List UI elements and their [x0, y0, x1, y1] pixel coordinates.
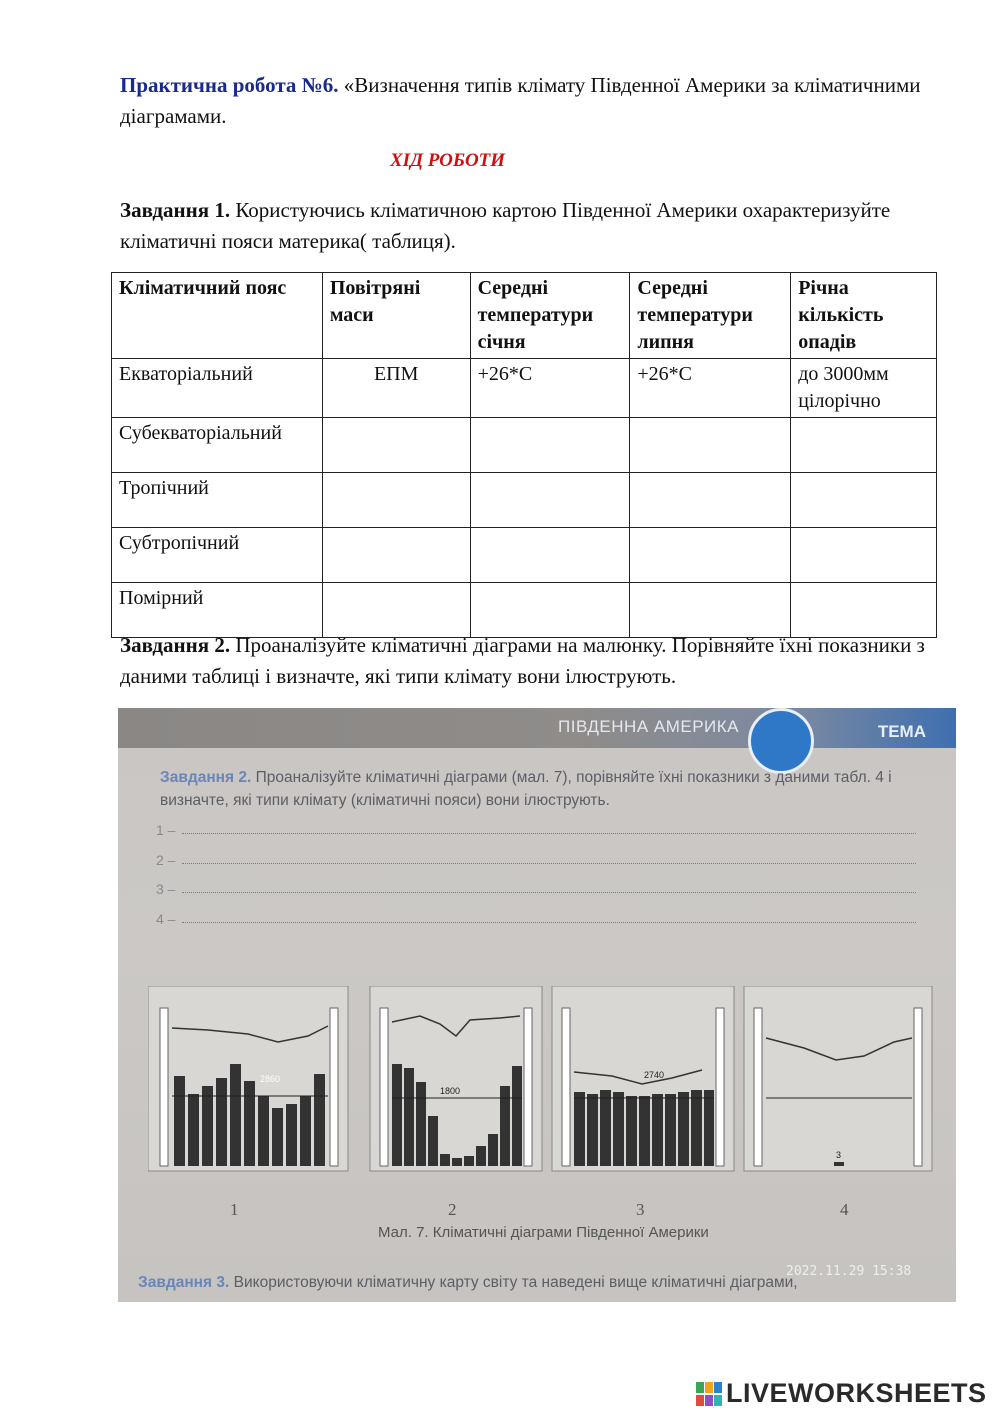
header-belt: Кліматичний пояс: [112, 273, 323, 359]
photo-task3-label: Завдання 3.: [138, 1274, 230, 1291]
intro-text: «Визначення типів клімату Південної Америки за кліматичними діаграмами.: [120, 73, 921, 128]
diagram-value: 2740: [644, 1070, 665, 1080]
answer-cell[interactable]: [322, 418, 470, 473]
answer-line: [156, 822, 916, 838]
globe-icon: [748, 708, 814, 774]
banner-tema: ТЕМА: [877, 722, 926, 741]
answer-cell[interactable]: [791, 528, 937, 583]
climate-table: [111, 272, 937, 638]
figure-caption: Мал. 7. Кліматичні діаграми Південної Америки: [378, 1224, 709, 1241]
task1-paragraph: [120, 195, 940, 257]
climate-diagram-4: [744, 986, 932, 1171]
diagram-number: 3: [636, 1200, 645, 1219]
answer-line: [156, 852, 916, 868]
table-cell: Тропічний: [112, 473, 323, 528]
table-row: [112, 473, 937, 528]
answer-cell[interactable]: [630, 418, 791, 473]
table-row: [112, 528, 937, 583]
banner-title: ПІВДЕННА АМЕРИКА: [558, 717, 740, 736]
header-jul-temp: Середні температури липня: [630, 273, 791, 359]
textbook-banner: [118, 708, 956, 748]
answer-cell[interactable]: [470, 473, 630, 528]
photo-task3: [138, 1274, 938, 1292]
table-row: [112, 359, 937, 418]
intro-lead: Практична робота №6.: [120, 73, 339, 97]
task2-label: Завдання 2.: [120, 633, 231, 657]
liveworksheets-logo-icon: [696, 1382, 722, 1406]
liveworksheets-logo: LIVEWORKSHEETS: [726, 1378, 987, 1408]
task2-paragraph: [120, 630, 940, 692]
table-cell: до 3000мм цілорічно: [791, 359, 937, 418]
answer-cell[interactable]: [322, 473, 470, 528]
answer-cell[interactable]: [470, 418, 630, 473]
answer-line-number: 4 –: [156, 911, 176, 927]
table-cell: Субтропічний: [112, 528, 323, 583]
answer-cell[interactable]: [791, 473, 937, 528]
answer-cell[interactable]: [630, 528, 791, 583]
table-row: [112, 418, 937, 473]
answer-line-number: 2 –: [156, 852, 176, 868]
photo-task2-label: Завдання 2.: [160, 769, 252, 786]
progress-title: ХІД РОБОТИ: [390, 150, 506, 171]
photo-task3-text: Використовуючи кліматичну карту світу та наведені вище кліматичні діаграми,: [229, 1274, 798, 1291]
task2-text: Проаналізуйте кліматичні діаграми на малюнку. Порівняйте їхні показники з даними таблиці і визначте, які типи клімату вони ілюструють.: [120, 633, 925, 688]
diagram-number: 4: [840, 1200, 849, 1219]
table-cell: Помірний: [112, 583, 323, 638]
answer-line: [156, 881, 916, 897]
photo-task2-text: Проаналізуйте кліматичні діаграми (мал. 7), порівняйте їхні показники з даними табл. 4 і визначте, які типи клімату (кліматичні пояси) вони ілюструють.: [160, 769, 892, 809]
answer-line-number: 3 –: [156, 881, 176, 897]
diagram-number: 2: [448, 1200, 457, 1219]
photo-timestamp: 2022.11.29 15:38: [786, 1264, 912, 1279]
climate-diagram-2: [370, 986, 542, 1171]
answer-cell[interactable]: [630, 473, 791, 528]
climate-diagrams: [148, 986, 948, 1176]
climate-diagram-3: [552, 986, 734, 1171]
answer-cell[interactable]: [322, 528, 470, 583]
diagram-value: 1800: [440, 1086, 461, 1096]
diagram-value: 3: [836, 1150, 842, 1160]
header-air-masses: Повітряні маси: [322, 273, 470, 359]
diagram-number: 1: [230, 1200, 239, 1219]
table-header-row: [112, 273, 937, 359]
table-cell: +26*С: [630, 359, 791, 418]
table-cell: Субекваторіальний: [112, 418, 323, 473]
answer-line: [156, 911, 916, 927]
task1-label: Завдання 1.: [120, 198, 231, 222]
textbook-photo: [118, 708, 956, 1302]
task1-text: Користуючись кліматичною картою Південної Америки охарактеризуйте кліматичні пояси материка( таблиця).: [120, 198, 891, 253]
climate-diagram-1: [148, 986, 348, 1171]
header-precip: Річна кількість опадів: [791, 273, 937, 359]
table-cell: +26*С: [470, 359, 630, 418]
photo-task2: [160, 766, 950, 812]
table-cell: Екваторіальний: [112, 359, 323, 418]
answer-cell[interactable]: [791, 418, 937, 473]
answer-cell[interactable]: [470, 528, 630, 583]
header-jan-temp: Середні температури січня: [470, 273, 630, 359]
diagram-value: 2860: [260, 1074, 281, 1084]
answer-line-number: 1 –: [156, 822, 176, 838]
intro-paragraph: [120, 70, 940, 132]
table-cell: ЕПМ: [322, 359, 470, 418]
